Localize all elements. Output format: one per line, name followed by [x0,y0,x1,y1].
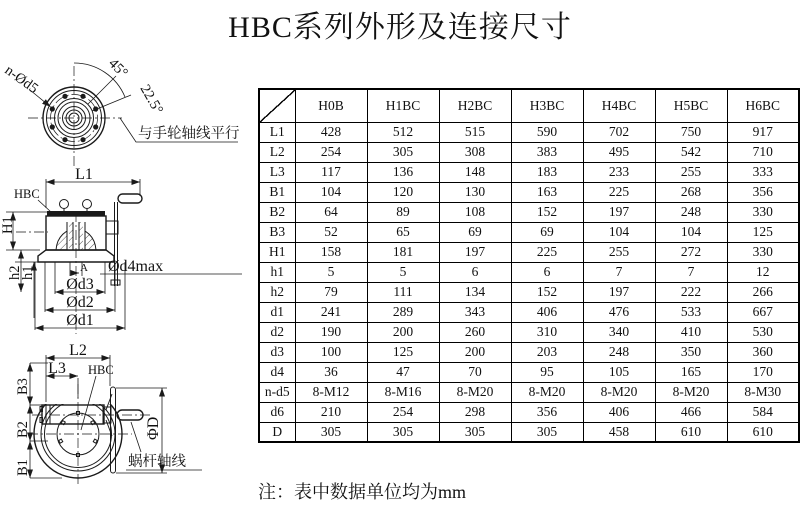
flange-top-view-drawing [0,42,250,174]
unit-note: 注：表中数据单位均为mm [258,482,467,502]
dim-L2-label: L2 [69,342,87,359]
worm-axis-leader [131,422,141,452]
dimension-cell: 406 [511,302,583,322]
table-row-d6 [259,402,799,422]
dimension-cell: 136 [367,162,439,182]
table-row-B1 [259,182,799,202]
dimension-cell: 79 [295,282,367,302]
dim-d3-label: Ød3 [66,276,94,293]
dimension-cell: 111 [367,282,439,302]
dim-h1-label: h1 [20,265,36,280]
row-label: L1 [259,122,295,142]
angle-45-label: 45° [105,55,131,82]
row-label: L3 [259,162,295,182]
dimension-cell: 542 [655,142,727,162]
dimension-cell: 476 [583,302,655,322]
dim-d2-label: Ød2 [66,294,94,311]
dimension-cell: 225 [583,182,655,202]
dimension-cell: 255 [583,242,655,262]
dimension-cell: 8-M20 [439,382,511,402]
row-label: h2 [259,282,295,302]
row-label: L2 [259,142,295,162]
dimension-cell: 148 [439,162,511,182]
dimension-cell: 330 [727,202,799,222]
table-row-h1 [259,262,799,282]
dimension-cell: 120 [367,182,439,202]
dimension-cell: 65 [367,222,439,242]
dimension-cell: 340 [583,322,655,342]
dimension-cell: 152 [511,282,583,302]
dimension-cell: 266 [727,282,799,302]
dimension-cell: 710 [727,142,799,162]
dim-L3-label: L3 [48,360,66,377]
bolt-count-label: n-Ød5 [1,62,42,98]
table-corner-cell [259,89,295,122]
table-row-D [259,422,799,442]
side-view-drawing [0,342,250,509]
dimension-cell: 8-M20 [655,382,727,402]
parallel-note-label: 与手轮轴线平行 [138,126,240,142]
dimension-cell: 343 [439,302,511,322]
column-header-H4BC: H4BC [583,89,655,122]
dimension-cell: 5 [295,262,367,282]
dimension-cell: 183 [511,162,583,182]
row-label: d2 [259,322,295,342]
page-title: HBC系列外形及连接尺寸 [228,11,572,44]
dimension-cell: 305 [511,422,583,442]
table-row-n-d5 [259,382,799,402]
column-header-H6BC: H6BC [727,89,799,122]
column-header-H5BC: H5BC [655,89,727,122]
dimension-cell: 210 [295,402,367,422]
table-row-L2 [259,142,799,162]
dimension-cell: 104 [295,182,367,202]
dimension-cell: 248 [655,202,727,222]
dimension-cell: 428 [295,122,367,142]
dimension-cell: 305 [439,422,511,442]
dimension-cell: 89 [367,202,439,222]
column-header-H1BC: H1BC [367,89,439,122]
dimension-cell: 610 [655,422,727,442]
dimension-table [258,88,800,443]
dim-d1-label: Ød1 [66,312,94,329]
dimension-cell: 305 [295,422,367,442]
dimension-cell: 406 [583,402,655,422]
dimension-cell: 383 [511,142,583,162]
row-label: d3 [259,342,295,362]
table-header-row [259,89,799,122]
dimension-cell: 305 [367,422,439,442]
dimension-cell: 667 [727,302,799,322]
row-label: d1 [259,302,295,322]
dimension-cell: 515 [439,122,511,142]
dimension-cell: 197 [439,242,511,262]
dimension-cell: 512 [367,122,439,142]
flange-centerlines [28,66,122,168]
dimension-cell: 108 [439,202,511,222]
dimension-cell: 458 [583,422,655,442]
dimension-cell: 158 [295,242,367,262]
dimension-cell: 233 [583,162,655,182]
dimension-cell: 134 [439,282,511,302]
dimension-cell: 36 [295,362,367,382]
dimension-cell: 268 [655,182,727,202]
dimension-cell: 310 [511,322,583,342]
dim-B3-label: B3 [15,378,31,395]
dimension-cell: 410 [655,322,727,342]
dim-h2-label: h2 [7,265,23,280]
dimension-cell: 584 [727,402,799,422]
dim-H1-label: H1 [0,216,16,234]
dimension-cell: 360 [727,342,799,362]
dimension-cell: 255 [655,162,727,182]
column-header-H2BC: H2BC [439,89,511,122]
dimension-cell: 200 [439,342,511,362]
dimension-cell: 241 [295,302,367,322]
dimension-cell: 917 [727,122,799,142]
dimension-cell: 8-M20 [511,382,583,402]
dimension-cell: 190 [295,322,367,342]
angle-22-5-label: 22.5° [136,82,166,118]
row-label: D [259,422,295,442]
dim-B1-label: B1 [15,459,31,476]
dim-L1-label: L1 [75,166,93,183]
dimension-cell: 330 [727,242,799,262]
dimension-cell: 356 [727,182,799,202]
dim-d4-label: Ød4max [108,258,164,275]
dimension-cell: 70 [439,362,511,382]
dimension-cell: 69 [511,222,583,242]
dimension-cell: 610 [727,422,799,442]
dimension-cell: 130 [439,182,511,202]
dimension-cell: 590 [511,122,583,142]
dimension-cell: 5 [367,262,439,282]
table-row-H1 [259,242,799,262]
row-label: h1 [259,262,295,282]
dimension-cell: 495 [583,142,655,162]
worm-axis-label: 蜗杆轴线 [128,454,186,470]
dimension-cell: 533 [655,302,727,322]
dimension-cell: 8-M12 [295,382,367,402]
dimension-cell: 203 [511,342,583,362]
dim-B2-label: B2 [15,421,31,438]
dimension-cell: 104 [655,222,727,242]
dimension-cell: 163 [511,182,583,202]
dimension-cell: 170 [727,362,799,382]
row-label: H1 [259,242,295,262]
dimension-cell: 100 [295,342,367,362]
dimension-cell: 466 [655,402,727,422]
dim-D-label: ΦD [145,416,162,440]
dimension-cell: 12 [727,262,799,282]
dimension-cell: 8-M16 [367,382,439,402]
dimension-cell: 6 [439,262,511,282]
dimension-cell: 254 [295,142,367,162]
dimension-cell: 117 [295,162,367,182]
dimension-cell: 222 [655,282,727,302]
table-row-B2 [259,202,799,222]
series-label-side: HBC [88,363,114,377]
dimension-cell: 165 [655,362,727,382]
dimension-cell: 248 [583,342,655,362]
row-label: d6 [259,402,295,422]
dimension-cell: 260 [439,322,511,342]
table-row-B3 [259,222,799,242]
series-leader-front [38,200,51,212]
dimension-cell: 272 [655,242,727,262]
dimension-cell: 7 [583,262,655,282]
dimension-cell: 333 [727,162,799,182]
series-label-front: HBC [14,187,40,201]
dim-A-label: A [80,262,88,274]
dimension-cell: 254 [367,402,439,422]
dimension-cell: 152 [511,202,583,222]
row-label: n-d5 [259,382,295,402]
row-label: B3 [259,222,295,242]
dimension-cell: 125 [727,222,799,242]
dimension-cell: 52 [295,222,367,242]
dimension-cell: 197 [583,282,655,302]
dimension-cell: 305 [367,142,439,162]
row-label: B2 [259,202,295,222]
dimension-cell: 7 [655,262,727,282]
dimension-cell: 289 [367,302,439,322]
table-row-d3 [259,342,799,362]
dimension-cell: 64 [295,202,367,222]
dimension-cell: 356 [511,402,583,422]
dimension-cell: 181 [367,242,439,262]
dimension-cell: 200 [367,322,439,342]
dimension-cell: 47 [367,362,439,382]
dimension-cell: 125 [367,342,439,362]
dimension-cell: 350 [655,342,727,362]
dimension-cell: 95 [511,362,583,382]
dimension-cell: 8-M20 [583,382,655,402]
column-header-H0B: H0B [295,89,367,122]
dimension-cell: 702 [583,122,655,142]
dimension-cell: 197 [583,202,655,222]
table-row-L1 [259,122,799,142]
table-row-L3 [259,162,799,182]
row-label: d4 [259,362,295,382]
row-label: B1 [259,182,295,202]
dimension-cell: 69 [439,222,511,242]
dimension-cell: 225 [511,242,583,262]
dimension-cell: 8-M30 [727,382,799,402]
table-row-d4 [259,362,799,382]
dimension-cell: 104 [583,222,655,242]
dimension-cell: 308 [439,142,511,162]
column-header-H3BC: H3BC [511,89,583,122]
dimension-cell: 750 [655,122,727,142]
gearbox-body [16,200,114,263]
table-row-h2 [259,282,799,302]
dimension-cell: 105 [583,362,655,382]
table-row-d2 [259,322,799,342]
dimension-cell: 298 [439,402,511,422]
front-section-view-drawing [0,168,250,340]
dimension-cell: 530 [727,322,799,342]
table-row-d1 [259,302,799,322]
dimension-cell: 6 [511,262,583,282]
